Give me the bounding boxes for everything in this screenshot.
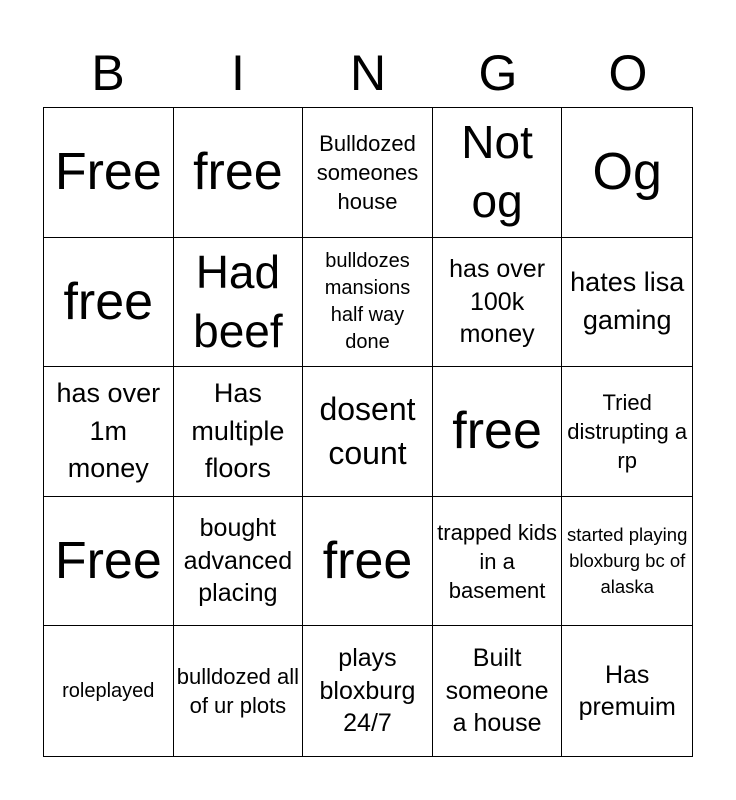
bingo-cell-r1-c4[interactable] — [433, 108, 563, 238]
bingo-cell-r1-c1[interactable] — [44, 108, 174, 238]
bingo-cell-r2-c5[interactable] — [562, 238, 692, 368]
header-letter-g: G — [478, 45, 518, 101]
bingo-cell-r1-c3[interactable] — [303, 108, 433, 238]
cell-text: bought advanced placing — [183, 514, 293, 608]
bingo-cell-r4-c2[interactable] — [174, 497, 304, 627]
bingo-cell-r2-c1[interactable] — [44, 238, 174, 368]
header-letter-o: O — [608, 45, 648, 101]
bingo-cell-r4-c5[interactable] — [562, 497, 692, 627]
bingo-cell-r3-c5[interactable] — [562, 367, 692, 497]
bingo-cell-r3-c3[interactable] — [303, 367, 433, 497]
cell-text: roleplayed — [62, 679, 155, 702]
bingo-board — [43, 107, 693, 757]
cell-text: dosent count — [319, 391, 416, 472]
bingo-cell-r5-c3[interactable] — [303, 626, 433, 756]
cell-text: free — [322, 531, 413, 590]
cell-text: has over 100k money — [449, 255, 546, 349]
bingo-cell-r3-c2[interactable] — [174, 367, 304, 497]
bingo-header — [43, 40, 693, 106]
cell-text: bulldozed all of ur plots — [176, 664, 300, 719]
bingo-cell-r1-c5[interactable] — [562, 108, 692, 238]
cell-text: Built someone a house — [445, 644, 549, 738]
header-letter-i: I — [231, 45, 245, 101]
header-letter-b: B — [91, 45, 125, 101]
cell-text: Not og — [461, 116, 533, 228]
cell-text: bulldozes mansions half way done — [324, 249, 411, 353]
cell-text: has over 1m money — [56, 377, 161, 484]
cell-text: trapped kids in a basement — [437, 519, 558, 603]
cell-text: free — [452, 402, 542, 461]
bingo-cell-r5-c5[interactable] — [562, 626, 692, 756]
cell-text: Free — [54, 531, 162, 590]
cell-text: started playing bloxburg bc of alaska — [567, 523, 688, 598]
bingo-cell-r4-c4[interactable] — [433, 497, 563, 627]
cell-text: plays bloxburg 24/7 — [319, 644, 416, 738]
bingo-cell-r2-c3[interactable] — [303, 238, 433, 368]
bingo-cell-r2-c4[interactable] — [433, 238, 563, 368]
cell-text: free — [63, 272, 154, 331]
bingo-cell-r5-c2[interactable] — [174, 626, 304, 756]
bingo-cell-r5-c4[interactable] — [433, 626, 563, 756]
cell-text: free — [193, 143, 283, 202]
bingo-cell-r4-c1[interactable] — [44, 497, 174, 627]
bingo-cell-r4-c3[interactable] — [303, 497, 433, 627]
cell-text: Bulldozed someones house — [316, 130, 419, 214]
bingo-cell-r3-c1[interactable] — [44, 367, 174, 497]
bingo-cell-r3-c4[interactable] — [433, 367, 563, 497]
cell-text: hates lisa gaming — [570, 267, 685, 335]
bingo-cell-r2-c2[interactable] — [174, 238, 304, 368]
cell-text: Has multiple floors — [191, 377, 285, 484]
cell-text: Tried distrupting a rp — [567, 389, 688, 473]
cell-text: Had beef — [193, 246, 283, 357]
cell-text: Free — [54, 143, 162, 202]
bingo-cell-r1-c2[interactable] — [174, 108, 304, 238]
bingo-cell-r5-c1[interactable] — [44, 626, 174, 756]
header-letter-n: N — [349, 45, 387, 101]
cell-text: Og — [592, 143, 662, 202]
cell-text: Has premuim — [578, 660, 676, 722]
